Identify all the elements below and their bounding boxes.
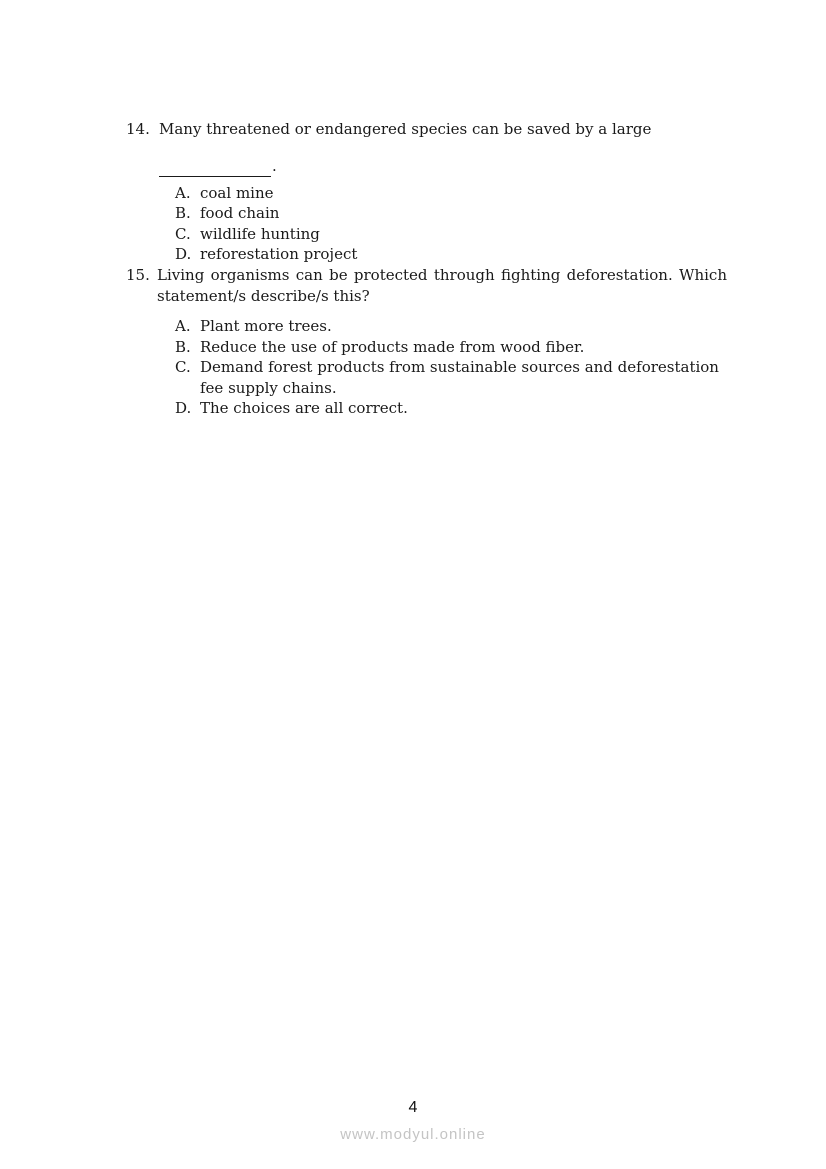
choice-list bbox=[175, 183, 727, 265]
choice-item bbox=[175, 183, 727, 204]
choice-letter: D. bbox=[175, 245, 192, 263]
question-number: 14. bbox=[126, 120, 150, 138]
question-14 bbox=[126, 119, 727, 265]
choice-letter: C. bbox=[175, 224, 191, 243]
choice-item bbox=[175, 357, 727, 398]
choice-letter: D. bbox=[175, 399, 192, 417]
choice-letter: A. bbox=[175, 317, 191, 335]
choice-item bbox=[175, 203, 727, 224]
choice-text: reforestation project bbox=[200, 245, 358, 263]
question-stem: Living organisms can be protected through fighting deforestation. Which statement/s describe/s this? bbox=[157, 266, 727, 305]
choice-letter: B. bbox=[175, 204, 191, 222]
choice-text: wildlife hunting bbox=[200, 224, 320, 243]
page-number: 4 bbox=[408, 1099, 418, 1116]
choice-text: Reduce the use of products made from wood fiber. bbox=[200, 337, 585, 356]
choice-item bbox=[175, 316, 727, 337]
choice-letter: C. bbox=[175, 358, 191, 376]
answer-blank-row bbox=[159, 157, 727, 177]
choice-text: Plant more trees. bbox=[200, 317, 332, 335]
choice-text: Demand forest products from sustainable sources and deforestation fee supply chains. bbox=[200, 358, 719, 397]
choice-item bbox=[175, 244, 727, 265]
choice-item bbox=[175, 398, 727, 419]
question-stem-row bbox=[126, 265, 727, 306]
choice-letter: B. bbox=[175, 337, 191, 356]
choice-list bbox=[175, 316, 727, 419]
answer-blank-period: . bbox=[272, 157, 277, 175]
choice-item bbox=[175, 337, 727, 358]
question-15 bbox=[126, 265, 727, 419]
answer-blank bbox=[159, 164, 265, 177]
answer-blank-tail bbox=[265, 167, 271, 177]
choice-letter: A. bbox=[175, 183, 191, 202]
question-stem-row bbox=[126, 119, 727, 140]
watermark: www.modyul.online bbox=[340, 1126, 486, 1143]
choice-text: The choices are all correct. bbox=[200, 399, 408, 417]
choice-text: food chain bbox=[200, 204, 280, 222]
question-stem: Many threatened or endangered species can be saved by a large bbox=[159, 120, 652, 138]
question-number: 15. bbox=[126, 266, 150, 284]
choice-item bbox=[175, 224, 727, 245]
choice-text: coal mine bbox=[200, 183, 274, 202]
